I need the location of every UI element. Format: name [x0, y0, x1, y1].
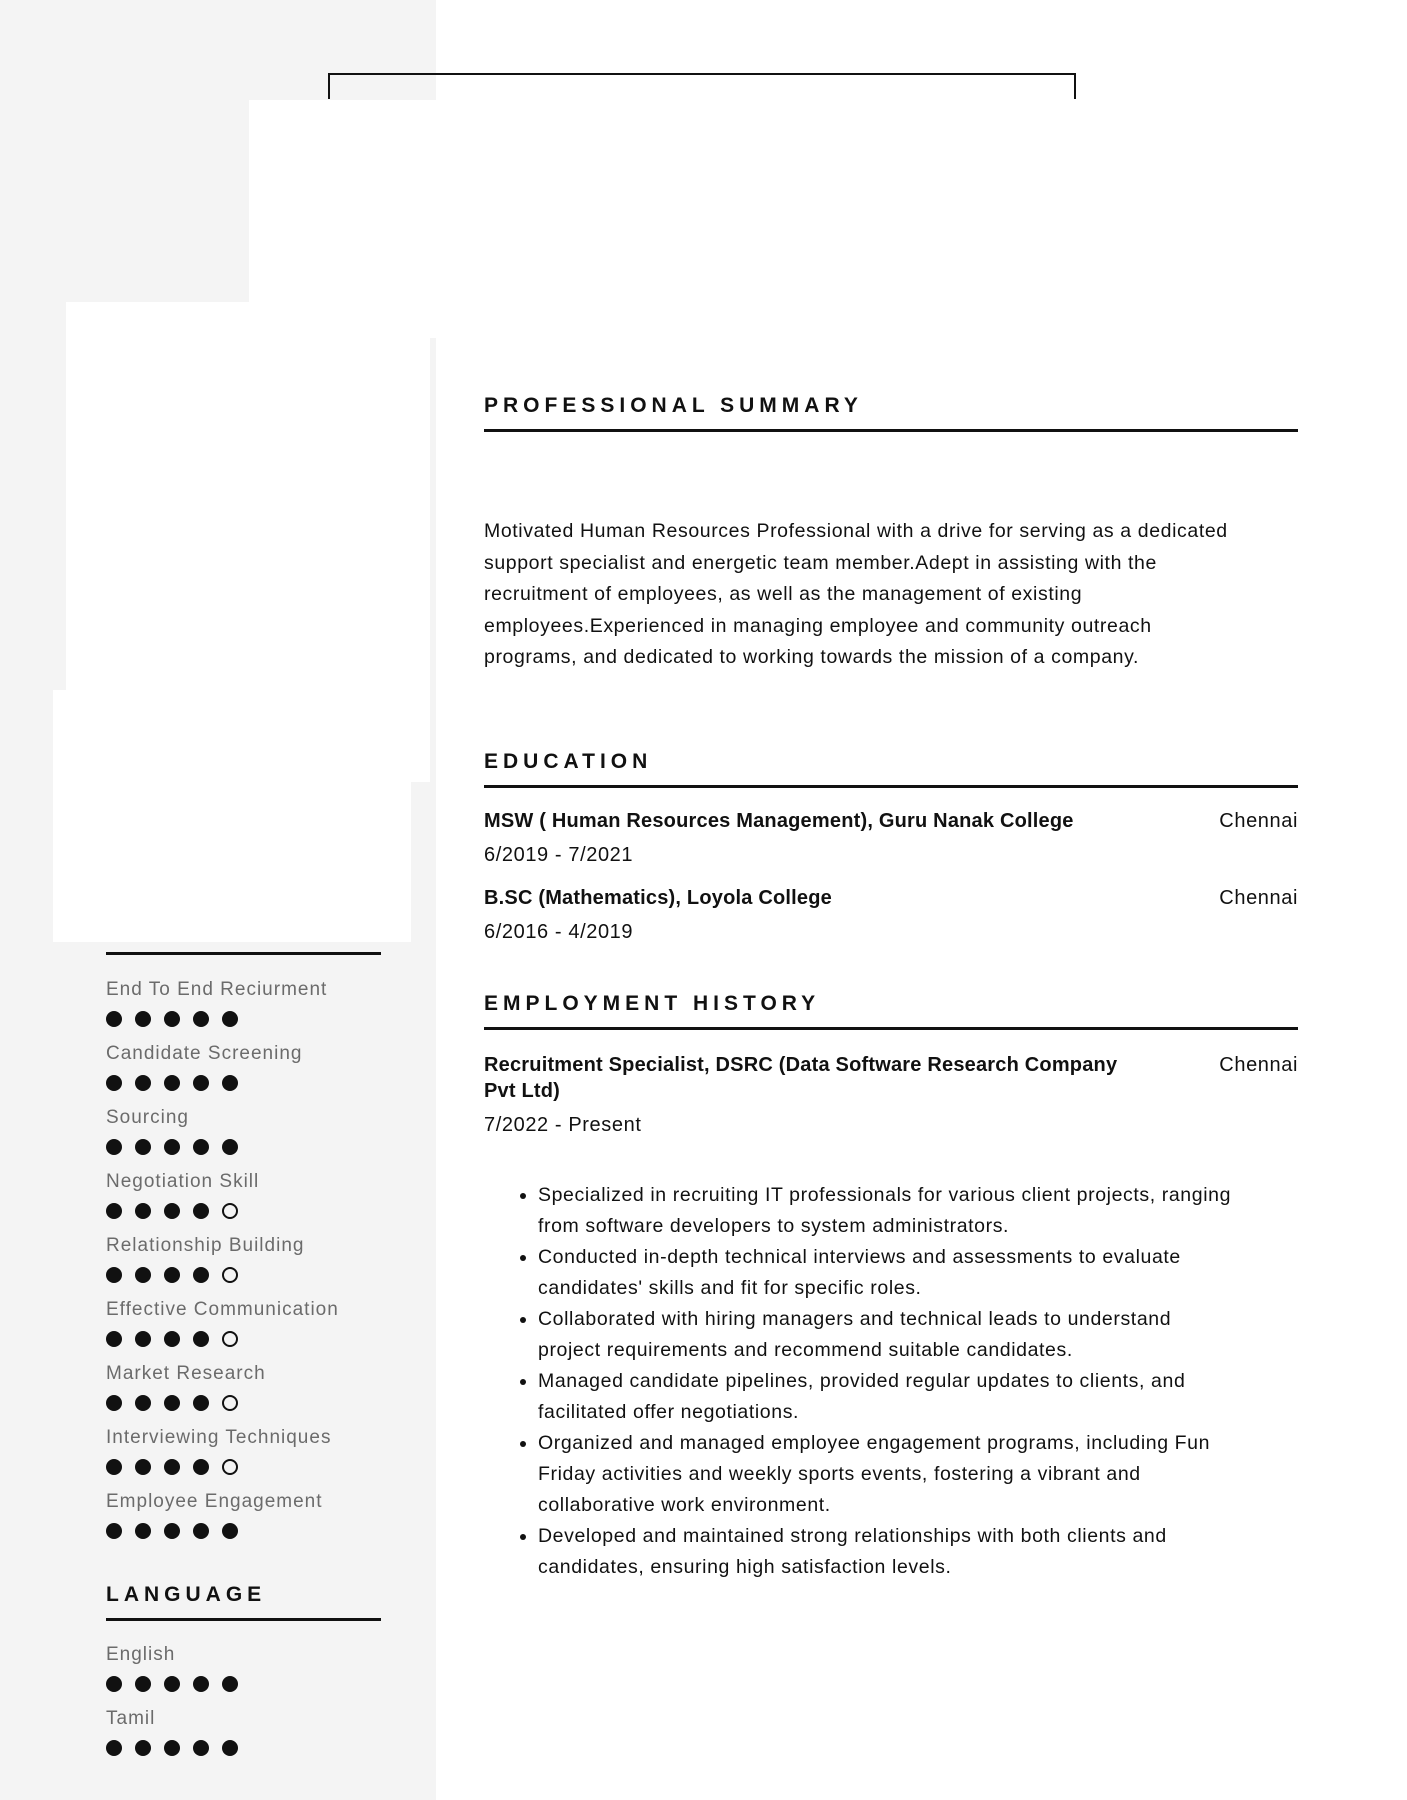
rating-dot-filled	[193, 1676, 209, 1692]
education-degree: MSW ( Human Resources Management), Guru Nanak College	[484, 810, 1074, 832]
skill-rating	[106, 1331, 426, 1347]
skill-name: Interviewing Techniques	[106, 1427, 332, 1448]
rating-dot-filled	[106, 1075, 122, 1091]
skill-item	[106, 1425, 426, 1475]
rating-dot-filled	[193, 1139, 209, 1155]
employment-entry	[484, 1052, 1298, 1138]
rating-dot-filled	[106, 1331, 122, 1347]
education-heading: EDUCATION	[484, 750, 653, 773]
summary-section	[484, 394, 1298, 432]
redacted-contact-block	[53, 690, 411, 942]
bullet-line: candidates, ensuring high satisfaction levels.	[538, 1556, 952, 1578]
skill-name: Employee Engagement	[106, 1491, 323, 1512]
language-name: English	[106, 1644, 176, 1665]
rating-dot-filled	[193, 1075, 209, 1091]
bullet-line: • Specialized in recruiting IT professionals for various client projects, ranging	[538, 1184, 1232, 1206]
skill-name: Sourcing	[106, 1107, 189, 1128]
rating-dot-filled	[164, 1676, 180, 1692]
skill-item	[106, 1169, 426, 1219]
education-entry	[484, 885, 1298, 945]
bullet-line: • Organized and managed employee engagement programs, including Fun	[538, 1432, 1211, 1454]
bullet-line: collaborative work environment.	[538, 1494, 831, 1516]
language-name: Tamil	[106, 1708, 156, 1729]
skill-name: Candidate Screening	[106, 1043, 303, 1064]
rating-dot-filled	[164, 1523, 180, 1539]
bullet-line: • Collaborated with hiring managers and technical leads to understand	[538, 1308, 1172, 1330]
rating-dot-filled	[164, 1075, 180, 1091]
rating-dot-filled	[222, 1139, 238, 1155]
rating-dot-filled	[106, 1459, 122, 1475]
language-rating	[106, 1740, 426, 1756]
rating-dot-filled	[135, 1523, 151, 1539]
bullet-line: Friday activities and weekly sports events, fostering a vibrant and	[538, 1463, 1141, 1485]
education-location: Chennai	[1219, 887, 1298, 909]
summary-line: employees.Experienced in managing employee and community outreach	[484, 614, 1152, 637]
rating-dot-filled	[193, 1203, 209, 1219]
language-item	[106, 1642, 426, 1692]
skill-rating	[106, 1203, 426, 1219]
bullet-line: • Developed and maintained strong relationships with both clients and	[538, 1525, 1167, 1547]
rating-dot-filled	[222, 1676, 238, 1692]
education-section	[484, 750, 1298, 788]
summary-line: programs, and dedicated to working towards the mission of a company.	[484, 646, 1140, 668]
language-rule	[106, 1618, 381, 1621]
summary-line: support specialist and energetic team member.Adept in assisting with the	[484, 551, 1157, 574]
language-heading: LANGUAGE	[106, 1583, 267, 1606]
bullet-item	[538, 1521, 1298, 1583]
rating-dot-filled	[193, 1267, 209, 1283]
rating-dot-filled	[106, 1676, 122, 1692]
rating-dot-filled	[193, 1331, 209, 1347]
header-frame	[328, 73, 1076, 99]
rating-dot-filled	[222, 1075, 238, 1091]
rating-dot-filled	[106, 1523, 122, 1539]
summary-line: Motivated Human Resources Professional with a drive for serving as a dedicated	[484, 520, 1228, 542]
skill-rating	[106, 1011, 426, 1027]
bullet-line: from software developers to system administrators.	[538, 1215, 1010, 1237]
bullet-item	[538, 1242, 1298, 1304]
rating-dot-empty	[222, 1395, 238, 1411]
rating-dot-filled	[164, 1139, 180, 1155]
rating-dot-filled	[164, 1267, 180, 1283]
rating-dot-filled	[164, 1459, 180, 1475]
rating-dot-filled	[164, 1740, 180, 1756]
skills-rule	[106, 952, 381, 955]
rating-dot-filled	[135, 1075, 151, 1091]
skill-name: Effective Communication	[106, 1299, 339, 1320]
job-location: Chennai	[1219, 1054, 1298, 1076]
rating-dot-filled	[193, 1740, 209, 1756]
job-dates: 7/2022 - Present	[484, 1114, 642, 1136]
skill-name: Negotiation Skill	[106, 1171, 260, 1192]
rating-dot-filled	[135, 1203, 151, 1219]
summary-heading: PROFESSIONAL SUMMARY	[484, 394, 863, 417]
rating-dot-filled	[106, 1740, 122, 1756]
rating-dot-filled	[193, 1459, 209, 1475]
employment-rule	[484, 1027, 1298, 1030]
rating-dot-filled	[106, 1011, 122, 1027]
skill-item	[106, 1297, 426, 1347]
education-location: Chennai	[1219, 810, 1298, 832]
job-title-line: Recruitment Specialist, DSRC (Data Software Research Company	[484, 1054, 1118, 1076]
skill-item	[106, 1233, 426, 1283]
skill-item	[106, 1361, 426, 1411]
rating-dot-empty	[222, 1459, 238, 1475]
rating-dot-filled	[106, 1139, 122, 1155]
skill-item	[106, 1041, 426, 1091]
rating-dot-filled	[193, 1011, 209, 1027]
summary-text	[484, 516, 1298, 674]
education-entry	[484, 808, 1298, 868]
skill-name: End To End Reciurment	[106, 979, 328, 1000]
skill-name: Market Research	[106, 1363, 266, 1384]
bullet-line: candidates' skills and fit for specific roles.	[538, 1277, 922, 1299]
rating-dot-filled	[164, 1331, 180, 1347]
bullet-item	[538, 1180, 1298, 1242]
rating-dot-filled	[135, 1676, 151, 1692]
language-rating	[106, 1676, 426, 1692]
rating-dot-filled	[135, 1395, 151, 1411]
job-title-line: Pvt Ltd)	[484, 1080, 561, 1102]
bullet-item	[538, 1304, 1298, 1366]
skill-item	[106, 1105, 426, 1155]
skill-item	[106, 1489, 426, 1539]
rating-dot-filled	[106, 1395, 122, 1411]
employment-heading: EMPLOYMENT HISTORY	[484, 992, 821, 1015]
rating-dot-filled	[135, 1459, 151, 1475]
rating-dot-empty	[222, 1203, 238, 1219]
language-item	[106, 1706, 426, 1756]
skill-rating	[106, 1075, 426, 1091]
rating-dot-filled	[135, 1011, 151, 1027]
bullet-list	[484, 1180, 1298, 1583]
education-dates: 6/2019 - 7/2021	[484, 844, 634, 866]
job-title	[484, 1052, 1117, 1104]
rating-dot-filled	[164, 1203, 180, 1219]
rating-dot-filled	[135, 1740, 151, 1756]
employment-section	[484, 992, 1298, 1030]
skill-rating	[106, 1395, 426, 1411]
summary-rule	[484, 429, 1298, 432]
rating-dot-filled	[106, 1267, 122, 1283]
rating-dot-filled	[222, 1011, 238, 1027]
bullet-item	[538, 1366, 1298, 1428]
rating-dot-filled	[222, 1740, 238, 1756]
bullet-line: project requirements and recommend suitable candidates.	[538, 1339, 1073, 1361]
bullet-line: • Managed candidate pipelines, provided regular updates to clients, and	[538, 1370, 1186, 1392]
rating-dot-filled	[164, 1395, 180, 1411]
skill-rating	[106, 1267, 426, 1283]
rating-dot-filled	[135, 1267, 151, 1283]
rating-dot-filled	[135, 1139, 151, 1155]
summary-line: recruitment of employees, as well as the management of existing	[484, 583, 1083, 605]
education-dates: 6/2016 - 4/2019	[484, 921, 634, 943]
bullet-item	[538, 1428, 1298, 1521]
skill-item	[106, 977, 426, 1027]
skill-name: Relationship Building	[106, 1235, 305, 1256]
rating-dot-empty	[222, 1267, 238, 1283]
skill-rating	[106, 1139, 426, 1155]
rating-dot-filled	[222, 1523, 238, 1539]
rating-dot-empty	[222, 1331, 238, 1347]
bullet-line: facilitated offer negotiations.	[538, 1401, 800, 1423]
rating-dot-filled	[135, 1331, 151, 1347]
education-degree: B.SC (Mathematics), Loyola College	[484, 887, 832, 909]
education-rule	[484, 785, 1298, 788]
skill-rating	[106, 1459, 426, 1475]
rating-dot-filled	[106, 1203, 122, 1219]
employment-bullets	[484, 1180, 1298, 1583]
skill-rating	[106, 1523, 426, 1539]
rating-dot-filled	[164, 1011, 180, 1027]
rating-dot-filled	[193, 1395, 209, 1411]
bullet-line: • Conducted in-depth technical interviews and assessments to evaluate	[538, 1246, 1181, 1268]
rating-dot-filled	[193, 1523, 209, 1539]
